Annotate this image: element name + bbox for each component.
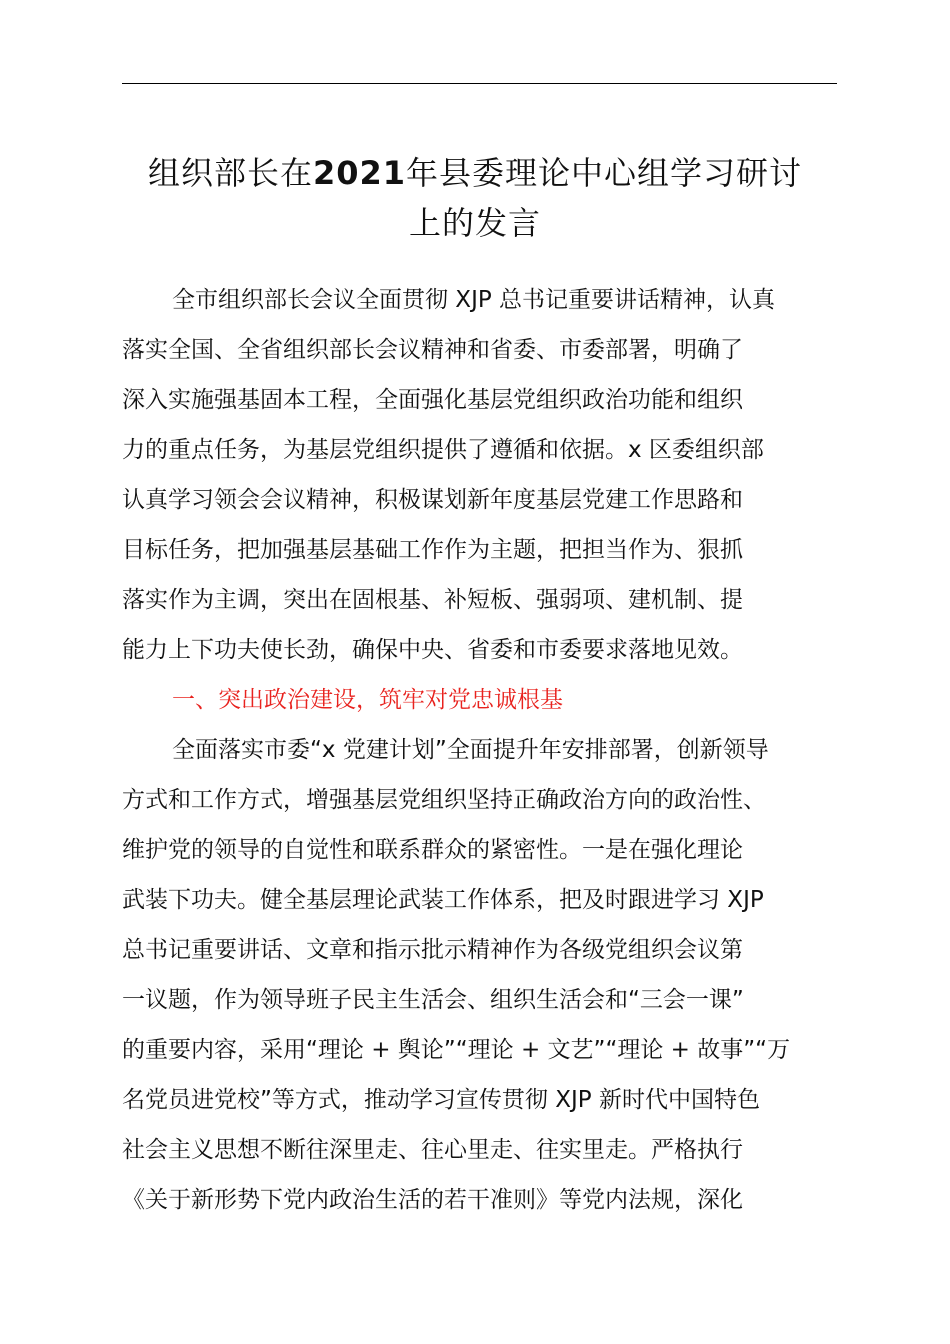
document-body [122, 275, 842, 1225]
header-rule [122, 83, 837, 84]
title-prefix: 组织部长在 [147, 154, 313, 192]
paragraph-2-line-7: 的重要内容，采用“理论 + 舆论”“理论 + 文艺”“理论 + 故事”“万 [122, 1037, 791, 1063]
paragraph-1-line-8: 能力上下功夫使长劲，确保中央、省委和市委要求落地见效。 [122, 637, 743, 663]
paragraph-2-line-1: 全面落实市委“x 党建计划”全面提升年安排部署，创新领导 [172, 737, 769, 763]
paragraph-1-line-7: 落实作为主调，突出在固根基、补短板、强弱项、建机制、提 [122, 587, 743, 613]
paragraph-2-line-4: 武装下功夫。健全基层理论武装工作体系，把及时跟进学习 XJP [122, 887, 764, 913]
paragraph-1-line-1: 全市组织部长会议全面贯彻 XJP 总书记重要讲话精神，认真 [172, 287, 776, 313]
section-heading-1: 一、突出政治建设，筑牢对党忠诚根基 [172, 687, 563, 713]
paragraph-2-line-9: 社会主义思想不断往深里走、往心里走、往实里走。严格执行 [122, 1137, 743, 1163]
paragraph-1-line-6: 目标任务，把加强基层基础工作作为主题，把担当作为、狠抓 [122, 537, 743, 563]
paragraph-1-line-3: 深入实施强基固本工程，全面强化基层党组织政治功能和组织 [122, 387, 743, 413]
document-title [100, 148, 850, 248]
paragraph-1-line-4: 力的重点任务，为基层党组织提供了遵循和依据。x 区委组织部 [122, 437, 764, 463]
paragraph-2-line-3: 维护党的领导的自觉性和联系群众的紧密性。一是在强化理论 [122, 837, 743, 863]
paragraph-2-line-2: 方式和工作方式，增强基层党组织坚持正确政治方向的政治性、 [122, 787, 766, 813]
paragraph-2-line-6: 一议题，作为领导班子民主生活会、组织生活会和“三会一课” [122, 987, 744, 1013]
paragraph-2-line-10: 《关于新形势下党内政治生活的若干准则》等党内法规，深化 [122, 1187, 743, 1213]
paragraph-1-line-5: 认真学习领会会议精神，积极谋划新年度基层党建工作思路和 [122, 487, 743, 513]
title-line-2: 上的发言 [408, 204, 541, 242]
paragraph-1-line-2: 落实全国、全省组织部长会议精神和省委、市委部署，明确了 [122, 337, 743, 363]
title-suffix: 年县委理论中心组学习研讨 [406, 154, 803, 192]
paragraph-2-line-5: 总书记重要讲话、文章和指示批示精神作为各级党组织会议第 [122, 937, 743, 963]
title-year: 2021 [312, 154, 407, 192]
paragraph-2-line-8: 名党员进党校”等方式，推动学习宣传贯彻 XJP 新时代中国特色 [122, 1087, 760, 1113]
title-line-1 [100, 148, 850, 198]
